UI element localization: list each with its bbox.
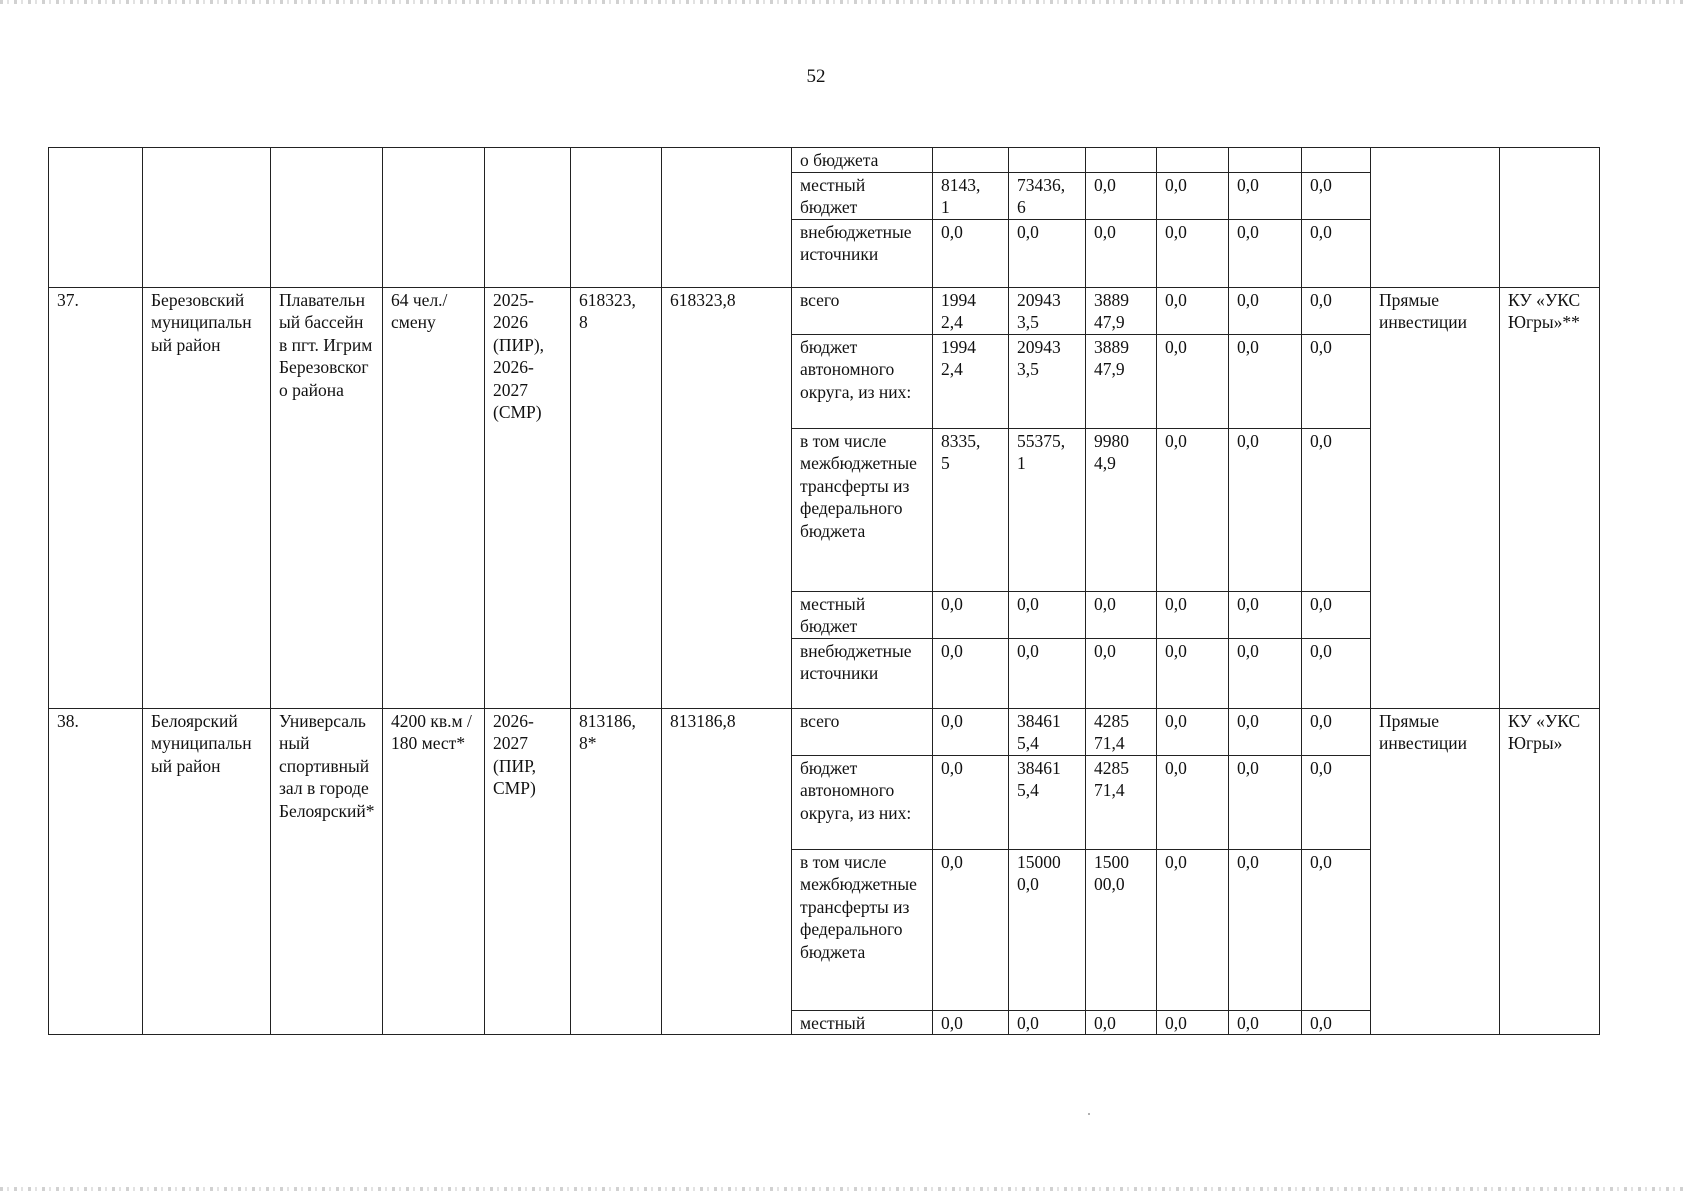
value-cell: 0,0 [1086,1010,1157,1035]
capacity-cell: 4200 кв.м / 180 мест* [383,708,485,1035]
source-label: всего [792,287,933,334]
value-cell: 0,0 [1302,849,1371,1010]
value-cell: 4285 71,4 [1086,755,1157,849]
value-cell: 0,0 [1229,755,1302,849]
table-body [49,148,1600,1035]
source-label: всего [792,708,933,755]
value-cell: 0,0 [1157,849,1229,1010]
value-cell: 0,0 [933,638,1009,708]
value-cell: 0,0 [1157,1010,1229,1035]
source-label: внебюджетные источники [792,219,933,287]
value-cell: 0,0 [1229,708,1302,755]
value-cell: 3889 47,9 [1086,334,1157,428]
value-cell: 0,0 [933,219,1009,287]
value-cell: 0,0 [1157,428,1229,591]
value-cell: 0,0 [1302,334,1371,428]
table-row [49,287,1600,334]
value-cell: 1994 2,4 [933,334,1009,428]
value-cell: 0,0 [1229,172,1302,219]
value-cell: 55375, 1 [1009,428,1086,591]
district-cell: Белоярский муниципальный район [143,708,271,1035]
value-cell: 0,0 [1009,1010,1086,1035]
value-cell: 0,0 [1009,219,1086,287]
total-cell: 618323,8 [662,287,792,708]
mechanism-cell: Прямые инвестиции [1371,287,1500,708]
value-cell: 0,0 [1229,287,1302,334]
value-cell: 0,0 [1229,1010,1302,1035]
value-cell: 38461 5,4 [1009,755,1086,849]
value-cell: 0,0 [1009,638,1086,708]
source-label: внебюджетные источники [792,638,933,708]
source-label: бюджет автономного округа, из них: [792,334,933,428]
district-cell: Березовский муниципальный район [143,287,271,708]
value-cell: 0,0 [1302,638,1371,708]
value-cell: 1500 00,0 [1086,849,1157,1010]
value-cell: 8143, 1 [933,172,1009,219]
value-cell: 1994 2,4 [933,287,1009,334]
source-label: о бюджета [792,148,933,173]
value-cell: 0,0 [1302,287,1371,334]
value-cell: 0,0 [1302,1010,1371,1035]
value-cell: 0,0 [1009,591,1086,638]
value-cell: 0,0 [1086,172,1157,219]
value-cell: 0,0 [1157,287,1229,334]
value-cell: 38461 5,4 [1009,708,1086,755]
value-cell: 0,0 [1157,708,1229,755]
scan-speck [1088,1113,1090,1115]
customer-cell: КУ «УКС Югры» [1500,708,1600,1035]
source-label: местный [792,1010,933,1035]
capacity-cell: 64 чел./смену [383,287,485,708]
value-cell [933,148,1009,173]
period-cell: 2025- 2026 (ПИР), 2026- 2027 (СМР) [485,287,571,708]
value-cell: 0,0 [1157,591,1229,638]
value-cell: 0,0 [1302,428,1371,591]
cost-cell: 813186, 8* [571,708,662,1035]
value-cell: 0,0 [1229,219,1302,287]
value-cell: 0,0 [933,1010,1009,1035]
value-cell: 0,0 [1302,591,1371,638]
value-cell: 0,0 [1229,428,1302,591]
value-cell: 0,0 [1302,219,1371,287]
period-cell: 2026- 2027 (ПИР, СМР) [485,708,571,1035]
table-row [49,708,1600,755]
source-label: в том числе межбюджетные трансферты из федерального бюджета [792,428,933,591]
value-cell: 0,0 [1157,172,1229,219]
value-cell: 0,0 [1086,638,1157,708]
value-cell: 20943 3,5 [1009,287,1086,334]
value-cell: 20943 3,5 [1009,334,1086,428]
object-cell: Универсальный спортивный зал в городе Белоярский* [271,708,383,1035]
customer-cell: КУ «УКС Югры»** [1500,287,1600,708]
value-cell: 4285 71,4 [1086,708,1157,755]
page-number: 52 [806,66,826,87]
record-number: 38. [49,708,143,1035]
value-cell: 0,0 [1302,172,1371,219]
value-cell [1302,148,1371,173]
source-label: местный бюджет [792,172,933,219]
mechanism-cell: Прямые инвестиции [1371,708,1500,1035]
source-label: в том числе межбюджетные трансферты из федерального бюджета [792,849,933,1010]
record-number: 37. [49,287,143,708]
object-cell: Плавательный бассейн в пгт. Игрим Березовского района [271,287,383,708]
value-cell: 0,0 [933,755,1009,849]
value-cell: 0,0 [1229,849,1302,1010]
value-cell [1086,148,1157,173]
source-label: бюджет автономного округа, из них: [792,755,933,849]
value-cell: 0,0 [1086,219,1157,287]
value-cell: 0,0 [1302,755,1371,849]
value-cell [1157,148,1229,173]
value-cell: 0,0 [1157,219,1229,287]
investment-table [48,147,1600,1035]
value-cell: 73436, 6 [1009,172,1086,219]
value-cell: 0,0 [1157,755,1229,849]
value-cell: 9980 4,9 [1086,428,1157,591]
value-cell [1229,148,1302,173]
value-cell: 0,0 [1086,591,1157,638]
value-cell: 15000 0,0 [1009,849,1086,1010]
value-cell: 0,0 [1157,638,1229,708]
value-cell: 0,0 [1229,591,1302,638]
scan-edge-bottom [0,1187,1686,1191]
value-cell: 8335, 5 [933,428,1009,591]
value-cell: 0,0 [933,849,1009,1010]
value-cell: 3889 47,9 [1086,287,1157,334]
value-cell: 0,0 [1302,708,1371,755]
scan-edge-top [0,0,1686,4]
table-row [49,148,1600,173]
cost-cell: 618323, 8 [571,287,662,708]
value-cell: 0,0 [1157,334,1229,428]
value-cell: 0,0 [1229,334,1302,428]
value-cell: 0,0 [933,591,1009,638]
value-cell [1009,148,1086,173]
value-cell: 0,0 [1229,638,1302,708]
total-cell: 813186,8 [662,708,792,1035]
value-cell: 0,0 [933,708,1009,755]
source-label: местный бюджет [792,591,933,638]
